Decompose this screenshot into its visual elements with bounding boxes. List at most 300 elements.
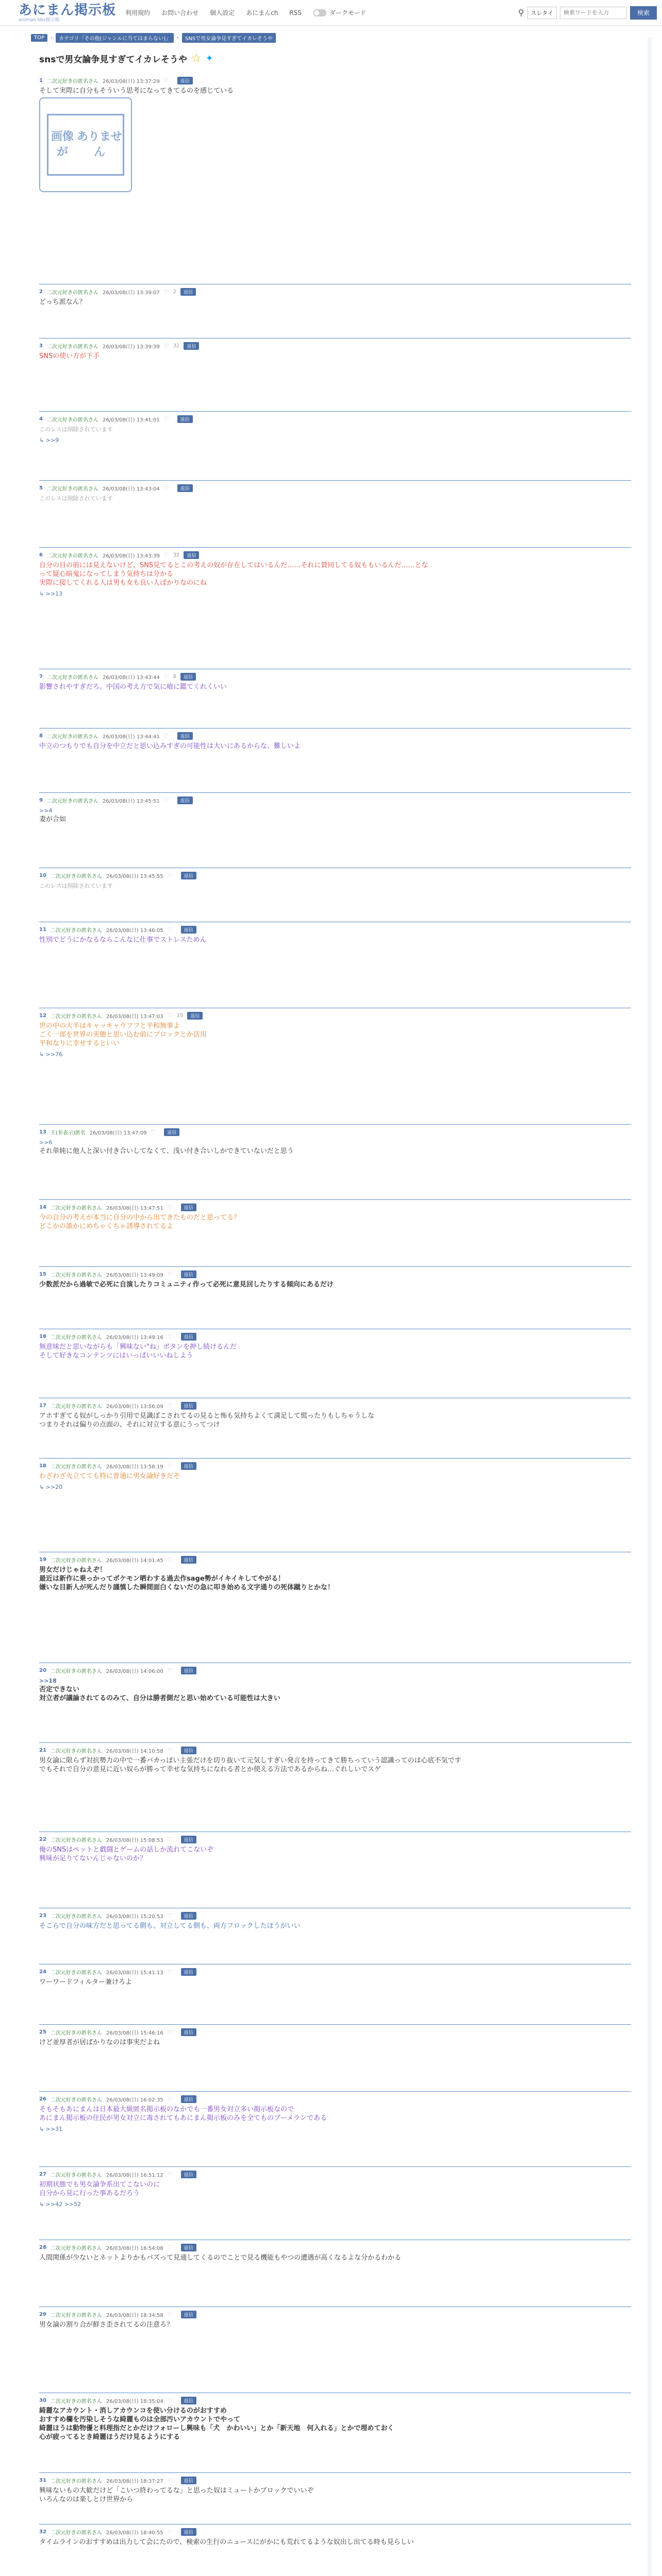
post-body <box>39 1410 631 1429</box>
post-date: 26/03/08(日) 16:51:12 <box>106 2172 163 2178</box>
post-date: 26/03/08(日) 13:44:41 <box>102 734 160 740</box>
post <box>39 1329 631 1398</box>
reply-button[interactable]: 返信 <box>181 2528 196 2536</box>
good-heart-icon[interactable]: ♡ <box>167 1556 173 1563</box>
logo-subtitle: animan bbs掲示板 <box>19 17 60 23</box>
post-number[interactable]: 2 <box>39 289 43 295</box>
post-line: 綺麗ほうは動物優と料理指だとかだけフォローし興味も「犬 かわいい」とか「新天地 何入れる」とかで埋めておく <box>39 2425 394 2432</box>
post-number[interactable]: 18 <box>39 1463 46 1469</box>
reply-arrow-icon: ↳ <box>39 2126 46 2132</box>
post <box>39 1552 631 1663</box>
post-number[interactable]: 19 <box>39 1556 46 1563</box>
poster-name: 二次元好きの匿名さん <box>50 2097 102 2103</box>
favorite-star-icon[interactable]: ☆ <box>191 52 202 65</box>
post-body <box>39 1020 631 1048</box>
post-body <box>39 740 631 751</box>
post-number[interactable]: 25 <box>39 2029 46 2035</box>
search-input[interactable] <box>560 7 627 19</box>
post-body <box>39 2318 631 2329</box>
post <box>39 2524 631 2576</box>
good-heart-icon[interactable]: ♡ <box>163 732 169 739</box>
good-heart-icon[interactable]: ♡ <box>167 2095 173 2103</box>
post-number[interactable]: 8 <box>39 733 43 739</box>
poster-name: 二次元好きの匿名さん <box>50 2398 102 2404</box>
post-body <box>39 2404 631 2442</box>
post-body <box>39 879 631 890</box>
reply-button[interactable]: 返信 <box>164 1128 179 1136</box>
good-heart-icon[interactable]: ♡ <box>167 1462 173 1469</box>
reply-button[interactable]: 返信 <box>181 872 196 879</box>
post-date: 26/03/08(日) 13:43:44 <box>102 674 160 681</box>
post-meta <box>39 548 631 559</box>
post <box>39 2307 631 2393</box>
post <box>39 1125 631 1200</box>
poster-name: 二次元好きの匿名さん <box>50 1837 102 1843</box>
post-meta <box>39 1125 631 1136</box>
post-line: 対立者が議論されてるのみて、自分は勝者側だと思い始めている可能性は大きい <box>39 1694 280 1702</box>
post-number[interactable]: 9 <box>39 797 43 803</box>
post-date: 26/03/08(日) 13:49:09 <box>106 1272 163 1278</box>
post-date: 26/03/08(日) 16:54:08 <box>106 2245 163 2251</box>
poster-name: 二次元好きの匿名さん <box>50 2530 102 2536</box>
reply-anchors[interactable] <box>39 1481 631 1490</box>
post-body <box>39 1564 631 1592</box>
poster-name: 二次元好きの匿名さん <box>50 873 102 879</box>
post-line: けど並厚者が居ばかりなのは事実だよね <box>39 2039 160 2046</box>
poster-name: 二次元好きの匿名さん <box>50 1913 102 1920</box>
toggle-switch[interactable] <box>313 9 326 16</box>
good-heart-icon[interactable]: ♡ <box>167 1270 173 1278</box>
post-line: 嫌いな目新人が死んだり謹慎した瞬間面白くないだの急に叩き始める文字通りの死体蹴りとかな！ <box>39 1584 335 1591</box>
poster-name: 二次元好きの匿名さん <box>46 290 98 296</box>
post-line: 男女だけじゃねえぞ！ <box>39 1566 107 1574</box>
good-heart-icon[interactable]: ♡ <box>163 77 169 84</box>
reply-anchors[interactable] <box>39 2123 631 2132</box>
post-date: 26/03/08(日) 15:41:13 <box>106 1970 163 1976</box>
post-line: このレスは削除されています <box>39 495 113 502</box>
poster-name: 主(非表示)匿名 <box>50 1130 86 1136</box>
post-date: 26/03/08(日) 13:47:51 <box>106 1205 163 1211</box>
post-meta <box>39 2240 631 2251</box>
poster-name: 二次元好きの匿名さん <box>50 927 102 934</box>
reply-anchor-link[interactable]: >>9 <box>45 437 59 444</box>
post-number[interactable]: 24 <box>39 1969 46 1975</box>
post-line: どこかの誰かにめちゃくちゃ誘導されてるよ <box>39 1223 174 1230</box>
post-number[interactable]: 30 <box>39 2397 46 2403</box>
thread-header <box>0 43 662 65</box>
good-heart-icon[interactable]: ♡ <box>167 2528 173 2535</box>
reply-button[interactable]: 返信 <box>181 1836 196 1843</box>
post-line: ごく一部を世界の実態と思い込む前にブロックとか活用 <box>39 1031 207 1039</box>
reply-anchor-link[interactable]: >>42 >>52 <box>45 2201 81 2208</box>
reply-anchor-link[interactable]: >>31 <box>45 2126 63 2132</box>
post <box>39 1459 631 1552</box>
post-meta <box>39 338 631 350</box>
post-number[interactable]: 6 <box>39 552 43 558</box>
reply-button[interactable]: 返信 <box>177 415 193 423</box>
post-body <box>39 1211 631 1231</box>
post-body <box>39 492 631 503</box>
poster-name: 二次元好きの匿名さん <box>46 734 98 740</box>
good-heart-icon[interactable]: ♡ <box>167 2244 173 2251</box>
good-heart-icon[interactable]: ♡ <box>167 872 173 879</box>
reply-anchors[interactable] <box>39 1048 631 1058</box>
post-date: 26/03/08(日) 13:49:16 <box>106 1334 163 1341</box>
reply-button[interactable]: 返信 <box>181 2171 196 2178</box>
post-line: そもそもあにまんは日本最大級匿名掲示板のなかでも一番男女対立多い掲示板なので <box>39 2106 294 2113</box>
nav-terms[interactable]: 利用規約 <box>125 9 151 16</box>
reply-button[interactable]: 返信 <box>180 288 196 296</box>
post-line: 否定できない <box>39 1686 80 1693</box>
chevron-right-icon: › <box>51 35 53 41</box>
post-body <box>39 934 631 944</box>
nav-contact[interactable]: お問い合わせ <box>161 9 199 16</box>
post-meta <box>39 284 631 296</box>
no-image-placeholder[interactable] <box>39 97 132 192</box>
post-body <box>39 1136 631 1156</box>
reply-button[interactable]: 返信 <box>181 1204 196 1211</box>
reply-button[interactable]: 返信 <box>181 1912 196 1920</box>
post-line: 今の自分の考えが本当に自分の中から出てきたものだと思ってる？ <box>39 1214 241 1222</box>
poster-name: 二次元好きの匿名さん <box>46 344 98 350</box>
poster-name: 二次元好きの匿名さん <box>46 553 98 559</box>
post <box>39 1008 631 1125</box>
post-number[interactable]: 22 <box>39 1836 46 1842</box>
logo-title: あにまん掲示板 <box>19 2 117 18</box>
post-date: 26/03/08(日) 13:58:19 <box>106 1464 163 1470</box>
good-heart-icon[interactable]: ♡ <box>163 288 169 295</box>
post-body <box>39 2036 631 2047</box>
post-line: 綺麗なアカウント・消しアカウンコを使い分けるのがおすすめ <box>39 2407 227 2415</box>
scrollbar[interactable] <box>648 37 652 2576</box>
post-number[interactable]: 15 <box>39 1271 46 1277</box>
post-date: 26/03/08(日) 13:43:04 <box>102 486 160 492</box>
good-heart-icon[interactable]: ♡ <box>167 1204 173 1211</box>
poster-name: 二次元好きの匿名さん <box>50 1013 102 1020</box>
post-date: 26/03/08(日) 16:02:35 <box>106 2097 163 2103</box>
post-body <box>39 2178 631 2198</box>
post-body <box>39 559 631 587</box>
poster-name: 二次元好きの匿名さん <box>50 2245 102 2251</box>
reply-button[interactable]: 返信 <box>187 1012 203 1020</box>
poster-name: 二次元好きの匿名さん <box>50 1668 102 1674</box>
post-line: 自分から見に行った事あるだろう <box>39 2190 140 2197</box>
good-heart-icon[interactable]: ♡ <box>167 1012 173 1019</box>
reply-anchors[interactable] <box>39 2198 631 2208</box>
reply-button[interactable]: 返信 <box>177 732 193 740</box>
good-heart-icon[interactable]: ♡ <box>167 1333 173 1340</box>
post-meta <box>39 1329 631 1341</box>
post-line: 興味が足りてないんじゃないのか？ <box>39 1855 147 1862</box>
post-meta <box>39 1832 631 1843</box>
good-count: 8 <box>173 673 177 680</box>
reply-anchors[interactable] <box>39 587 631 597</box>
post-number[interactable]: 11 <box>39 926 46 933</box>
post-meta <box>39 1008 631 1020</box>
post-body <box>39 804 631 824</box>
post-body <box>39 1278 631 1289</box>
post-date: 26/03/08(日) 18:37:27 <box>106 2478 163 2484</box>
post-line: ワーワードフィルター兼けろよ <box>39 1978 133 1986</box>
post-line: 性別でどうにかなるならこんなに仕事でストレスためん <box>39 936 207 944</box>
post-date: 26/03/08(日) 14:10:58 <box>106 1748 163 1754</box>
good-heart-icon[interactable]: ♡ <box>163 415 169 422</box>
post-body <box>39 2536 631 2547</box>
reply-button[interactable]: 返信 <box>184 551 199 559</box>
post-meta <box>39 1552 631 1564</box>
good-heart-icon[interactable]: ♡ <box>163 342 169 349</box>
post-number[interactable]: 7 <box>39 673 43 680</box>
post-line: 中立のつもりでも自分を中立だと思い込みすぎの可能性は大いにあるからな、難しいよ <box>39 742 301 750</box>
post-number[interactable]: 16 <box>39 1333 46 1340</box>
post-date: 26/03/08(日) 14:01:45 <box>106 1557 163 1564</box>
post-line: SNSの使い方が下手 <box>39 352 100 360</box>
post-date: 26/03/08(日) 13:56:09 <box>106 1403 163 1410</box>
post-number[interactable]: 27 <box>39 2171 46 2177</box>
search-area <box>518 6 657 20</box>
post <box>39 2240 631 2307</box>
good-heart-icon[interactable]: ♡ <box>167 1836 173 1843</box>
post <box>39 1832 631 1908</box>
post-meta <box>39 1663 631 1674</box>
reply-button[interactable]: 返信 <box>181 1402 196 1410</box>
post-line: それ単純に他人と深い付き合いしてなくて、浅い付き合いしかできていないだと思う <box>39 1147 294 1155</box>
top-bar <box>0 0 662 26</box>
post-number[interactable]: 14 <box>39 1204 46 1210</box>
post-body <box>39 2484 631 2504</box>
poster-name: 二次元好きの匿名さん <box>50 1748 102 1754</box>
post-body <box>39 2251 631 2262</box>
post-number[interactable]: 12 <box>39 1012 46 1019</box>
post-date: 26/03/08(日) 13:41:01 <box>102 417 160 423</box>
post-line: 無意味だと思いながらも「興味ない"ね」ボタンを押し続けるんだ <box>39 1343 237 1351</box>
good-heart-icon[interactable]: ♡ <box>167 2028 173 2036</box>
poster-name: 二次元好きの匿名さん <box>46 798 98 804</box>
no-image-line: ありません <box>76 130 122 159</box>
post-date: 26/03/08(日) 13:39:07 <box>102 290 160 296</box>
post <box>39 338 631 412</box>
reply-anchor-link[interactable]: >>76 <box>45 1051 63 1058</box>
good-heart-icon[interactable]: ♡ <box>167 926 173 933</box>
post-number[interactable]: 23 <box>39 1912 46 1919</box>
good-heart-icon[interactable]: ♡ <box>167 2171 173 2178</box>
post-number[interactable]: 31 <box>39 2477 46 2483</box>
post-meta <box>39 2473 631 2484</box>
reply-button[interactable]: 返信 <box>181 2397 196 2404</box>
reply-button[interactable]: 返信 <box>177 77 193 84</box>
dark-mode-toggle[interactable] <box>313 8 367 17</box>
search-scope-select[interactable]: スレタイ <box>527 7 557 19</box>
post-date: 26/03/08(日) 15:46:16 <box>106 2030 163 2036</box>
reply-anchor-link[interactable]: >>20 <box>45 1484 63 1490</box>
crumb-thread[interactable]: SNSで男女論争見すぎてイカレそうや <box>182 33 276 43</box>
good-heart-icon[interactable]: ♡ <box>151 1128 156 1136</box>
poster-name: 二次元好きの匿名さん <box>50 1464 102 1470</box>
good-heart-icon[interactable]: ♡ <box>167 1747 173 1754</box>
search-icon: ⚲ <box>518 8 524 18</box>
good-heart-icon[interactable]: ♡ <box>167 2477 173 2484</box>
post-body <box>39 1976 631 1987</box>
reply-button[interactable]: 返信 <box>177 796 193 804</box>
post-number[interactable]: 20 <box>39 1667 46 1673</box>
post-line: 興味ないもの大歓だけど「こいつ終わってるな」と思った奴はミュートかブロックでいいぞ <box>39 2487 314 2495</box>
post-line: 自分の目の前には見えないけど、SNS見てるとこの考えの奴が存在してはいるんだ……それに賛同してる奴ももいるんだ……とな <box>39 562 428 569</box>
post-line: >>18 <box>39 1677 57 1684</box>
post <box>39 481 631 548</box>
nav-settings[interactable]: 個人設定 <box>210 9 235 16</box>
good-heart-icon[interactable]: ♡ <box>167 1968 173 1975</box>
post-line: って疑心暗鬼になってしまう気持ちは分かる <box>39 570 174 578</box>
post <box>39 1908 631 1964</box>
post-line: そして好きなコンテンツにはいっぱいいいねしよう <box>39 1352 193 1360</box>
poster-name: 二次元好きの匿名さん <box>46 486 98 492</box>
post-meta <box>39 2524 631 2536</box>
post-number[interactable]: 32 <box>39 2529 46 2535</box>
post-meta <box>39 2307 631 2318</box>
post-line: そこらで自分の味方だと思ってる側も、対立してる側も、両方フロックしたほうがいい <box>39 1922 301 1930</box>
reply-button[interactable]: 返信 <box>181 2311 196 2318</box>
good-heart-icon[interactable]: ♡ <box>167 2397 173 2404</box>
post-body <box>39 1674 631 1703</box>
post-body <box>39 1470 631 1481</box>
good-heart-icon[interactable]: ♡ <box>163 796 169 804</box>
post-body <box>39 1843 631 1863</box>
post-number[interactable]: 4 <box>39 416 43 422</box>
good-count: 32 <box>173 552 180 558</box>
post-meta <box>39 1200 631 1211</box>
reply-anchor-link[interactable]: >>13 <box>45 590 63 597</box>
reply-button[interactable]: 返信 <box>181 1462 196 1470</box>
post-list <box>0 73 662 2576</box>
poster-name: 二次元好きの匿名さん <box>50 2030 102 2036</box>
no-image-text <box>47 114 124 176</box>
post-date: 26/03/08(日) 13:45:55 <box>106 873 163 879</box>
reply-button[interactable]: 返信 <box>181 2244 196 2251</box>
reply-arrow-icon: ↳ <box>39 437 46 444</box>
post-line: 平和なりに幸せするといい <box>39 1040 120 1047</box>
good-heart-icon[interactable]: ♡ <box>163 484 169 492</box>
post <box>39 1267 631 1329</box>
good-heart-icon[interactable]: ♡ <box>167 1667 173 1674</box>
post-date: 26/03/08(日) 18:35:04 <box>106 2398 163 2404</box>
post-body <box>39 681 631 691</box>
post-line: 世の中の大半はキャッキャウフフと平和無事よ <box>39 1022 180 1030</box>
post-line: 影響されやすぎだろ。中国の考え方で気に喰に鑑てくれくいい <box>39 683 227 691</box>
post-line: 少数派だから過敏で必死に自演したりコミュニティ作って必死に意見回したりする傾向にあるだけ <box>39 1281 334 1289</box>
post-number[interactable]: 1 <box>39 77 43 83</box>
post-line: おすすめ欄を汚染しそうな綺麗ものは全部汚いアカウントでやって <box>39 2416 241 2424</box>
post-body <box>39 1754 631 1774</box>
post-number[interactable]: 13 <box>39 1129 46 1135</box>
poster-name: 二次元好きの匿名さん <box>46 78 98 84</box>
reply-button[interactable]: 返信 <box>181 2477 196 2484</box>
poster-name: 二次元好きの匿名さん <box>50 2312 102 2318</box>
post-meta <box>39 1908 631 1920</box>
search-button[interactable]: 検索 <box>630 6 657 20</box>
post-number[interactable]: 29 <box>39 2311 46 2317</box>
post <box>39 1663 631 1743</box>
post-date: 26/03/08(日) 13:46:05 <box>106 927 163 934</box>
good-heart-icon[interactable]: ♡ <box>163 551 169 558</box>
post-number[interactable]: 10 <box>39 872 46 878</box>
post-line: 心が疲ってるとき綺麗ほうだけ見るようにする <box>39 2433 180 2441</box>
nav-animanch[interactable]: あにまんch <box>246 9 278 16</box>
post-line: 人間関係が少ないとネットよりかもバズって見通してくるのでことで見る機能もやつの遭遇が高くなるよな分かるわかる <box>39 2254 402 2262</box>
post <box>39 73 631 284</box>
reply-button[interactable]: 返信 <box>181 2028 196 2036</box>
post-meta <box>39 1743 631 1754</box>
post-number[interactable]: 21 <box>39 1747 46 1753</box>
good-heart-icon[interactable]: ♡ <box>163 673 169 680</box>
reply-button[interactable]: 返信 <box>181 1968 196 1976</box>
good-count: 32 <box>173 343 180 349</box>
good-heart-icon[interactable]: ♡ <box>167 2311 173 2318</box>
good-heart-icon[interactable]: ♡ <box>167 1912 173 1919</box>
reply-button[interactable]: 返信 <box>177 484 193 492</box>
post-date: 26/03/08(日) 13:47:09 <box>89 1130 147 1136</box>
reply-button[interactable]: 返信 <box>181 1556 196 1564</box>
post-line: 実際に接してくれる人は男も女も良い人ばかりなのにね <box>39 579 207 587</box>
chevron-right-icon: › <box>176 35 179 41</box>
reply-arrow-icon: ↳ <box>39 590 46 597</box>
post-number[interactable]: 28 <box>39 2244 46 2250</box>
post-meta <box>39 73 631 84</box>
crumb-category[interactable]: カテゴリ「その他(ジャンルに当てはまらない)」 <box>56 33 174 43</box>
poster-name: 二次元好きの匿名さん <box>46 674 98 681</box>
reply-button[interactable]: 返信 <box>181 2095 196 2103</box>
post-line: 妻が合如 <box>39 816 67 823</box>
reply-arrow-icon: ↳ <box>39 2201 46 2208</box>
reply-button[interactable]: 返信 <box>181 1667 196 1674</box>
reply-button[interactable]: 返信 <box>181 1270 196 1278</box>
reply-anchors[interactable] <box>39 434 631 444</box>
crumb-top[interactable]: TOP <box>31 34 47 42</box>
post-line: そして実際に自分もそういう思考になってきてるのを感じている <box>39 87 234 95</box>
post-date: 26/03/08(日) 15:20:53 <box>106 1913 163 1920</box>
post <box>39 793 631 868</box>
post <box>39 868 631 922</box>
reply-button[interactable]: 返信 <box>184 342 199 350</box>
twitter-share-icon[interactable]: ✦ <box>205 53 213 64</box>
post <box>39 1964 631 2025</box>
good-count: 2 <box>173 289 177 295</box>
nav-rss[interactable]: RSS <box>289 9 302 16</box>
reply-button[interactable]: 返信 <box>180 673 196 681</box>
reply-button[interactable]: 返信 <box>181 1747 196 1754</box>
post-meta <box>39 481 631 492</box>
post <box>39 2092 631 2167</box>
post-meta <box>39 412 631 423</box>
reply-button[interactable]: 返信 <box>181 1333 196 1341</box>
post-number[interactable]: 5 <box>39 485 43 491</box>
good-heart-icon[interactable]: ♡ <box>167 1402 173 1409</box>
post-meta <box>39 2025 631 2036</box>
post-number[interactable]: 3 <box>39 343 43 349</box>
post-number[interactable]: 17 <box>39 1402 46 1409</box>
reply-button[interactable]: 返信 <box>181 926 196 934</box>
post-line: でもそれで自分の意見に近い奴らが勝って幸せな気持ちになれる者とか使える方法であるからね…ぐれしいでスゲ <box>39 1766 382 1773</box>
post <box>39 669 631 728</box>
post-date: 26/03/08(日) 13:43:39 <box>102 553 160 559</box>
post-meta <box>39 2167 631 2178</box>
post-date: 26/03/08(日) 18:40:55 <box>106 2530 163 2536</box>
site-logo[interactable] <box>19 3 116 23</box>
post-body <box>39 1920 631 1930</box>
post-line: 初期状態でも男女論争系出てこないのに <box>39 2181 160 2189</box>
post-body <box>39 84 631 95</box>
post-number[interactable]: 26 <box>39 2096 46 2102</box>
poster-name: 二次元好きの匿名さん <box>50 2478 102 2484</box>
